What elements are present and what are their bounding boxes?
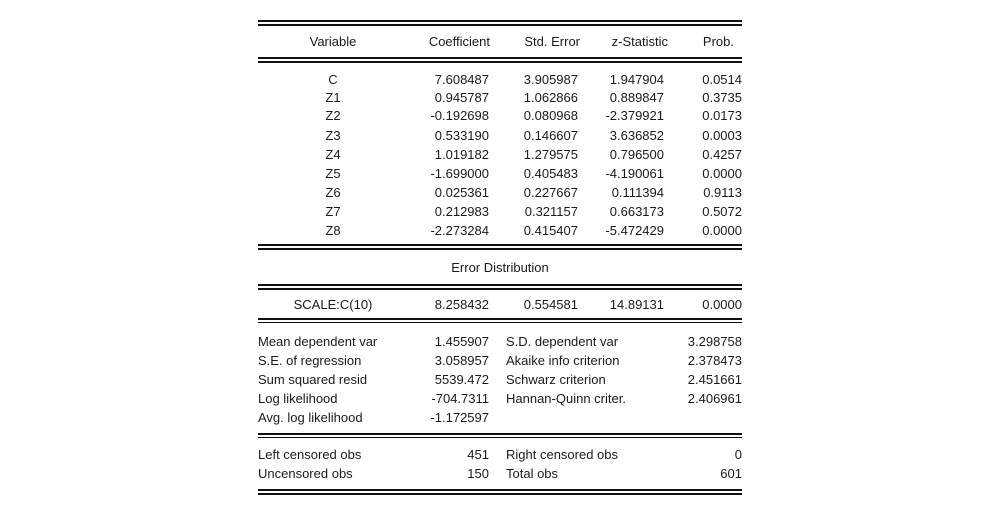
std-error-value: 0.405483 [523,166,578,181]
header-variable: Variable [309,34,357,49]
statistics-row [258,332,742,351]
std-error-value: 0.321157 [524,204,578,219]
stat-label: Log likelihood [258,391,338,406]
coefficient-value: 0.945787 [434,90,489,105]
double-rule [258,489,742,495]
obs-value: 601 [720,466,742,481]
stat-label: Avg. log likelihood [258,410,363,425]
variable-name: Z7 [325,204,341,219]
coefficient-value: 1.019182 [434,147,489,162]
observations-row [258,445,742,464]
statistics-row [258,389,742,408]
z-statistic-value: 0.889847 [609,90,664,105]
stat-label: S.D. dependent var [506,334,619,349]
stat-label: Sum squared resid [258,372,368,387]
variable-name: SCALE:C(10) [293,297,373,312]
variable-name: Z2 [325,108,341,123]
prob-value: 0.5072 [702,204,742,219]
stat-value: 5539.472 [434,372,489,387]
prob-value: 0.0000 [702,166,742,181]
std-error-value: 0.227667 [523,185,578,200]
stat-label: Hannan-Quinn criter. [506,391,626,406]
obs-value: 0 [734,447,742,462]
variable-name: Z1 [325,90,341,105]
std-error-value: 1.279575 [523,147,578,162]
stat-label: Akaike info criterion [506,353,620,368]
stat-label: Mean dependent var [258,334,378,349]
double-rule [258,433,742,438]
coefficient-row [258,183,742,202]
prob-value: 0.4257 [702,147,742,162]
stat-value: 2.378473 [687,353,742,368]
table-header-row [258,32,742,51]
stat-value: 2.451661 [687,372,742,387]
stat-label: S.E. of regression [258,353,362,368]
coefficient-value: 7.608487 [434,72,489,87]
stat-value: 3.298758 [687,334,742,349]
variable-name: C [328,72,338,87]
std-error-value: 0.080968 [523,108,578,123]
header-coefficient: Coefficient [428,34,490,49]
obs-label: Uncensored obs [258,466,353,481]
stat-value: 2.406961 [687,391,742,406]
obs-value: 451 [467,447,489,462]
stat-value: -1.172597 [430,410,489,425]
coefficient-value: 0.025361 [434,185,489,200]
prob-value: 0.9113 [703,185,742,200]
z-statistic-value: 14.89131 [609,297,664,312]
variable-name: Z3 [325,128,341,143]
z-statistic-value: 0.796500 [609,147,664,162]
coefficient-row [258,70,742,89]
statistics-row [258,351,742,370]
coefficient-row [258,202,742,221]
obs-value: 150 [467,466,489,481]
stat-value: 1.455907 [434,334,489,349]
error-distribution-title: Error Distribution [451,260,549,275]
variable-name: Z4 [325,147,341,162]
coefficient-value: 0.533190 [434,128,489,143]
z-statistic-value: -2.379921 [605,108,664,123]
obs-label: Total obs [506,466,559,481]
coefficient-value: 0.212983 [434,204,489,219]
stat-value: -704.7311 [431,391,489,406]
coefficient-row [258,106,742,125]
z-statistic-value: 1.947904 [609,72,664,87]
coefficient-row [258,164,742,183]
std-error-value: 0.554581 [523,297,578,312]
prob-value: 0.0000 [702,297,742,312]
stat-label: Schwarz criterion [506,372,606,387]
prob-value: 0.0003 [702,128,742,143]
z-statistic-value: 0.111394 [611,185,664,200]
variable-name: Z5 [325,166,341,181]
obs-label: Right censored obs [506,447,619,462]
double-rule [258,57,742,63]
prob-value: 0.0173 [702,108,742,123]
double-rule [258,244,742,250]
prob-value: 0.0514 [702,72,742,87]
coefficient-row [258,126,742,145]
coefficient-value: -0.192698 [430,108,489,123]
header-prob: Prob. [702,34,734,49]
z-statistic-value: 0.663173 [609,204,664,219]
statistics-row [258,408,742,427]
coefficient-row [258,221,742,240]
observations-row [258,464,742,483]
coefficient-value: -1.699000 [430,166,489,181]
std-error-value: 3.905987 [523,72,578,87]
coefficient-value: -2.273284 [430,223,489,238]
z-statistic-value: -4.190061 [605,166,664,181]
stat-value: 3.058957 [434,353,489,368]
std-error-value: 0.146607 [523,128,578,143]
coefficient-row [258,88,742,107]
header-std-error: Std. Error [524,34,580,49]
prob-value: 0.3735 [702,90,742,105]
double-rule [258,318,742,323]
std-error-value: 0.415407 [523,223,578,238]
coefficient-row [258,145,742,164]
z-statistic-value: 3.636852 [609,128,664,143]
prob-value: 0.0000 [702,223,742,238]
std-error-value: 1.062866 [523,90,578,105]
double-rule [258,284,742,290]
header-z-statistic: z-Statistic [611,34,668,49]
variable-name: Z6 [325,185,341,200]
z-statistic-value: -5.472429 [605,223,664,238]
statistics-row [258,370,742,389]
coefficient-value: 8.258432 [434,297,489,312]
obs-label: Left censored obs [258,447,362,462]
variable-name: Z8 [325,223,341,238]
error-distribution-title-row [258,258,742,277]
scale-row [258,295,742,314]
double-rule [258,20,742,26]
